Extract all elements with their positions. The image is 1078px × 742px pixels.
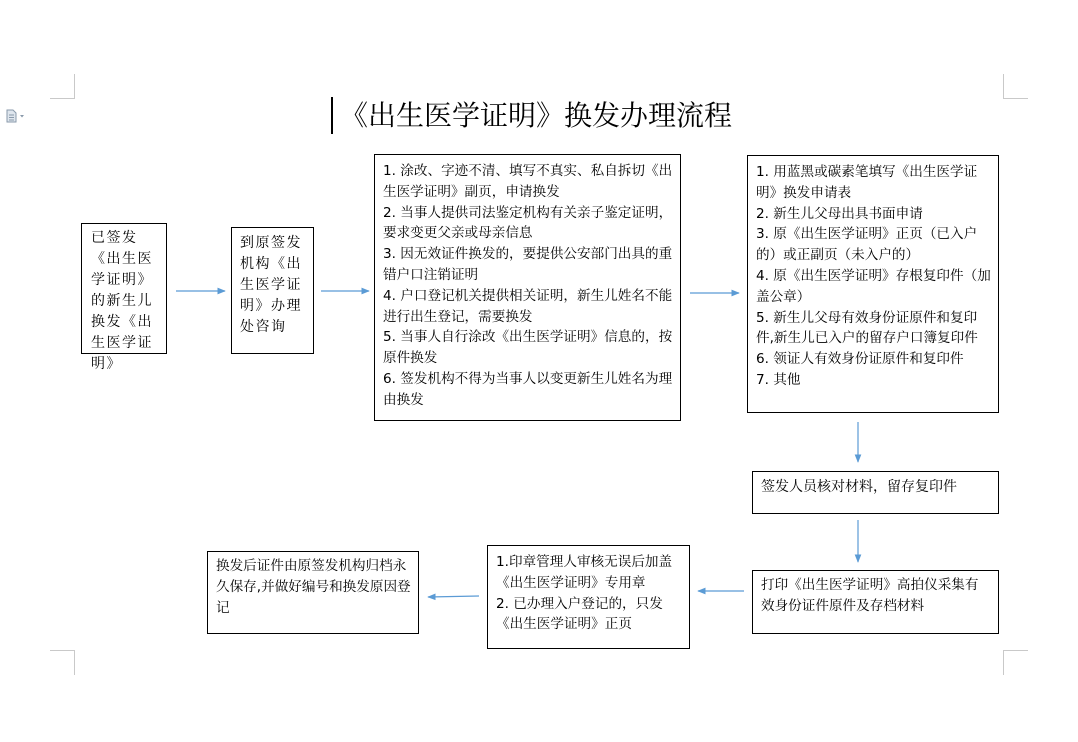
list-item: 5. 新生儿父母有效身份证原件和复印件,新生儿已入户的留存户口簿复印件 bbox=[756, 309, 978, 347]
document-dropdown-icon[interactable] bbox=[6, 108, 28, 122]
list-item: 2. 当事人提供司法鉴定机构有关亲子鉴定证明，要求变更父亲或母亲信息 bbox=[383, 204, 673, 242]
list-item: 4. 户口登记机关提供相关证明，新生儿姓名不能进行出生登记，需要换发 bbox=[383, 287, 673, 325]
list-item: 2. 新生儿父母出具书面申请 bbox=[756, 205, 923, 222]
flow-box-consult: 到原签发机构《出生医学证明》办理处咨询 bbox=[231, 227, 314, 354]
list-item: 4. 原《出生医学证明》存根复印件（加盖公章） bbox=[756, 267, 991, 305]
list-item: 6. 签发机构不得为当事人以变更新生儿姓名为理由换发 bbox=[383, 370, 673, 408]
flow-box-start: 已签发《出生医学证明》的新生儿换发《出生医学证明》 bbox=[81, 223, 167, 354]
list-item: 7. 其他 bbox=[756, 371, 801, 388]
corner-mark-top-right bbox=[1003, 74, 1028, 99]
flow-box-archive: 换发后证件由原签发机构归档永久保存,并做好编号和换发原因登记 bbox=[207, 551, 419, 634]
list-item: 3. 原《出生医学证明》正页（已入户的）或正副页（未入户的） bbox=[756, 226, 978, 264]
flow-box-print: 打印《出生医学证明》高拍仪采集有效身份证件原件及存档材料 bbox=[752, 570, 999, 634]
list-item: 5. 当事人自行涂改《出生医学证明》信息的，按原件换发 bbox=[383, 329, 673, 367]
corner-mark-top-left bbox=[50, 74, 75, 99]
list-item: 1. 涂改、字迹不清、填写不真实、私自拆切《出生医学证明》副页，申请换发 bbox=[383, 163, 673, 200]
corner-mark-bottom-right bbox=[1003, 650, 1028, 675]
flow-box-verify: 签发人员核对材料，留存复印件 bbox=[752, 471, 999, 514]
flow-box-seal bbox=[487, 545, 690, 649]
list-item: 1.印章管理人审核无误后加盖《出生医学证明》专用章 bbox=[496, 554, 673, 591]
page-title: 《出生医学证明》换发办理流程 bbox=[340, 99, 733, 132]
flow-box-materials bbox=[747, 155, 999, 413]
list-item: 6. 领证人有效身份证原件和复印件 bbox=[756, 351, 964, 368]
corner-mark-bottom-left bbox=[50, 650, 75, 675]
flow-box-cases bbox=[374, 154, 681, 421]
arrow-seal-to-archive bbox=[428, 596, 479, 597]
list-item: 2. 已办理入户登记的，只发《出生医学证明》正页 bbox=[496, 595, 663, 633]
text-cursor bbox=[331, 97, 333, 134]
list-item: 1. 用蓝黑或碳素笔填写《出生医学证明》换发申请表 bbox=[756, 164, 978, 201]
list-item: 3. 因无效证件换发的，要提供公安部门出具的重错户口注销证明 bbox=[383, 246, 673, 283]
